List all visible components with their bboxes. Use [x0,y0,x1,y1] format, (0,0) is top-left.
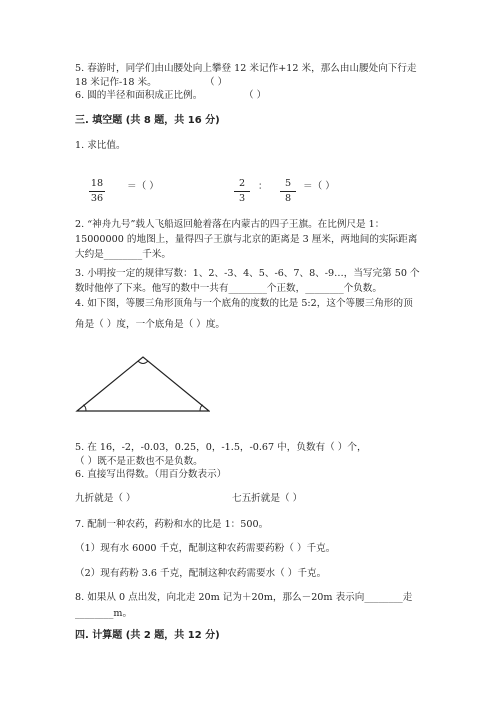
f1-fraction-2-num: 2 [238,178,246,189]
q6-answer-paren: （ ） [244,90,267,101]
f7-q1: （1）现有水 6000 千克，配制这种农药需要药粉（ ）千克。 [75,543,336,554]
f1-fraction-1-den: 36 [90,193,104,204]
f1-intro: 1. 求比值。 [75,140,126,151]
f1-fraction-1 [89,178,105,205]
f1-colon: ： [258,181,268,192]
f5-line1: 5. 在 16，-2，-0.03，0.25，0，-1.5，-0.67 中，负数有（ ）个， [75,442,367,453]
q5-line2: 18 米记作-18 米。 [75,77,157,88]
f2-line3: 大约是________千米。 [75,249,171,260]
f6-item-b: 七五折就是（ ） [232,493,303,504]
f1-fraction-3 [280,178,296,205]
isosceles-triangle-figure [70,352,210,412]
f6-item-a: 九折就是（ ） [75,493,136,504]
f1-equals-1: ＝（ ） [127,181,159,192]
q5-line1: 5. 春游时，同学们由山腰处向上攀登 12 米记作+12 米，那么由山腰处向下行走 [75,63,417,74]
f1-fraction-2 [234,178,250,205]
f7-q2: （2）现有药粉 3.6 千克，配制这种农药需要水（ ）千克。 [75,568,327,579]
f8-line1: 8. 如果从 0 点出发，向北走 20m 记为＋20m，那么－20m 表示向________走 [75,592,413,603]
f5-line2: （ ）既不是正数也不是负数。 [75,456,203,467]
f2-line1: 2. “神舟九号”载人飞船返回舱着落在内蒙古的四子王旗。在比例尺是 1： [75,219,385,230]
f6-intro: 6. 直接写出得数。（用百分数表示） [75,469,227,480]
q6-text: 6. 圆的半径和面积成正比例。 [75,90,203,101]
f1-fraction-1-num: 18 [90,178,104,189]
section4-title: 四. 计算题 (共 2 题，共 12 分) [75,630,220,641]
f4-line1: 4. 如下图，等腰三角形顶角与一个底角的度数的比是 5:2，这个等腰三角形的顶 [75,298,413,309]
f3-line2: 数时他停了下来。他写的数中一共有________个正数，________个负数。 [75,283,382,294]
q5-answer-paren: （ ） [205,77,228,88]
section3-title: 三. 填空题 (共 8 题，共 16 分) [75,115,220,126]
f1-equals-2: ＝（ ） [303,181,335,192]
f1-fraction-3-den: 8 [284,193,292,204]
f8-line2: ________m。 [75,608,133,619]
f2-line2: 15000000 的地图上，量得四子王旗与北京的距离是 3 厘米，两地间的实际距离 [75,234,418,245]
f1-fraction-2-den: 3 [238,193,246,204]
f7-intro: 7. 配制一种农药，药粉和水的比是 1：500。 [75,519,269,530]
f1-fraction-3-num: 5 [284,178,292,189]
f4-line2: 角是（ ）度，一个底角是（ ）度。 [75,319,226,330]
f3-line1: 3. 小明按一定的规律写数：1、2、-3、4、5、-6、7、8、-9…，当写完第 50 个 [75,268,420,279]
